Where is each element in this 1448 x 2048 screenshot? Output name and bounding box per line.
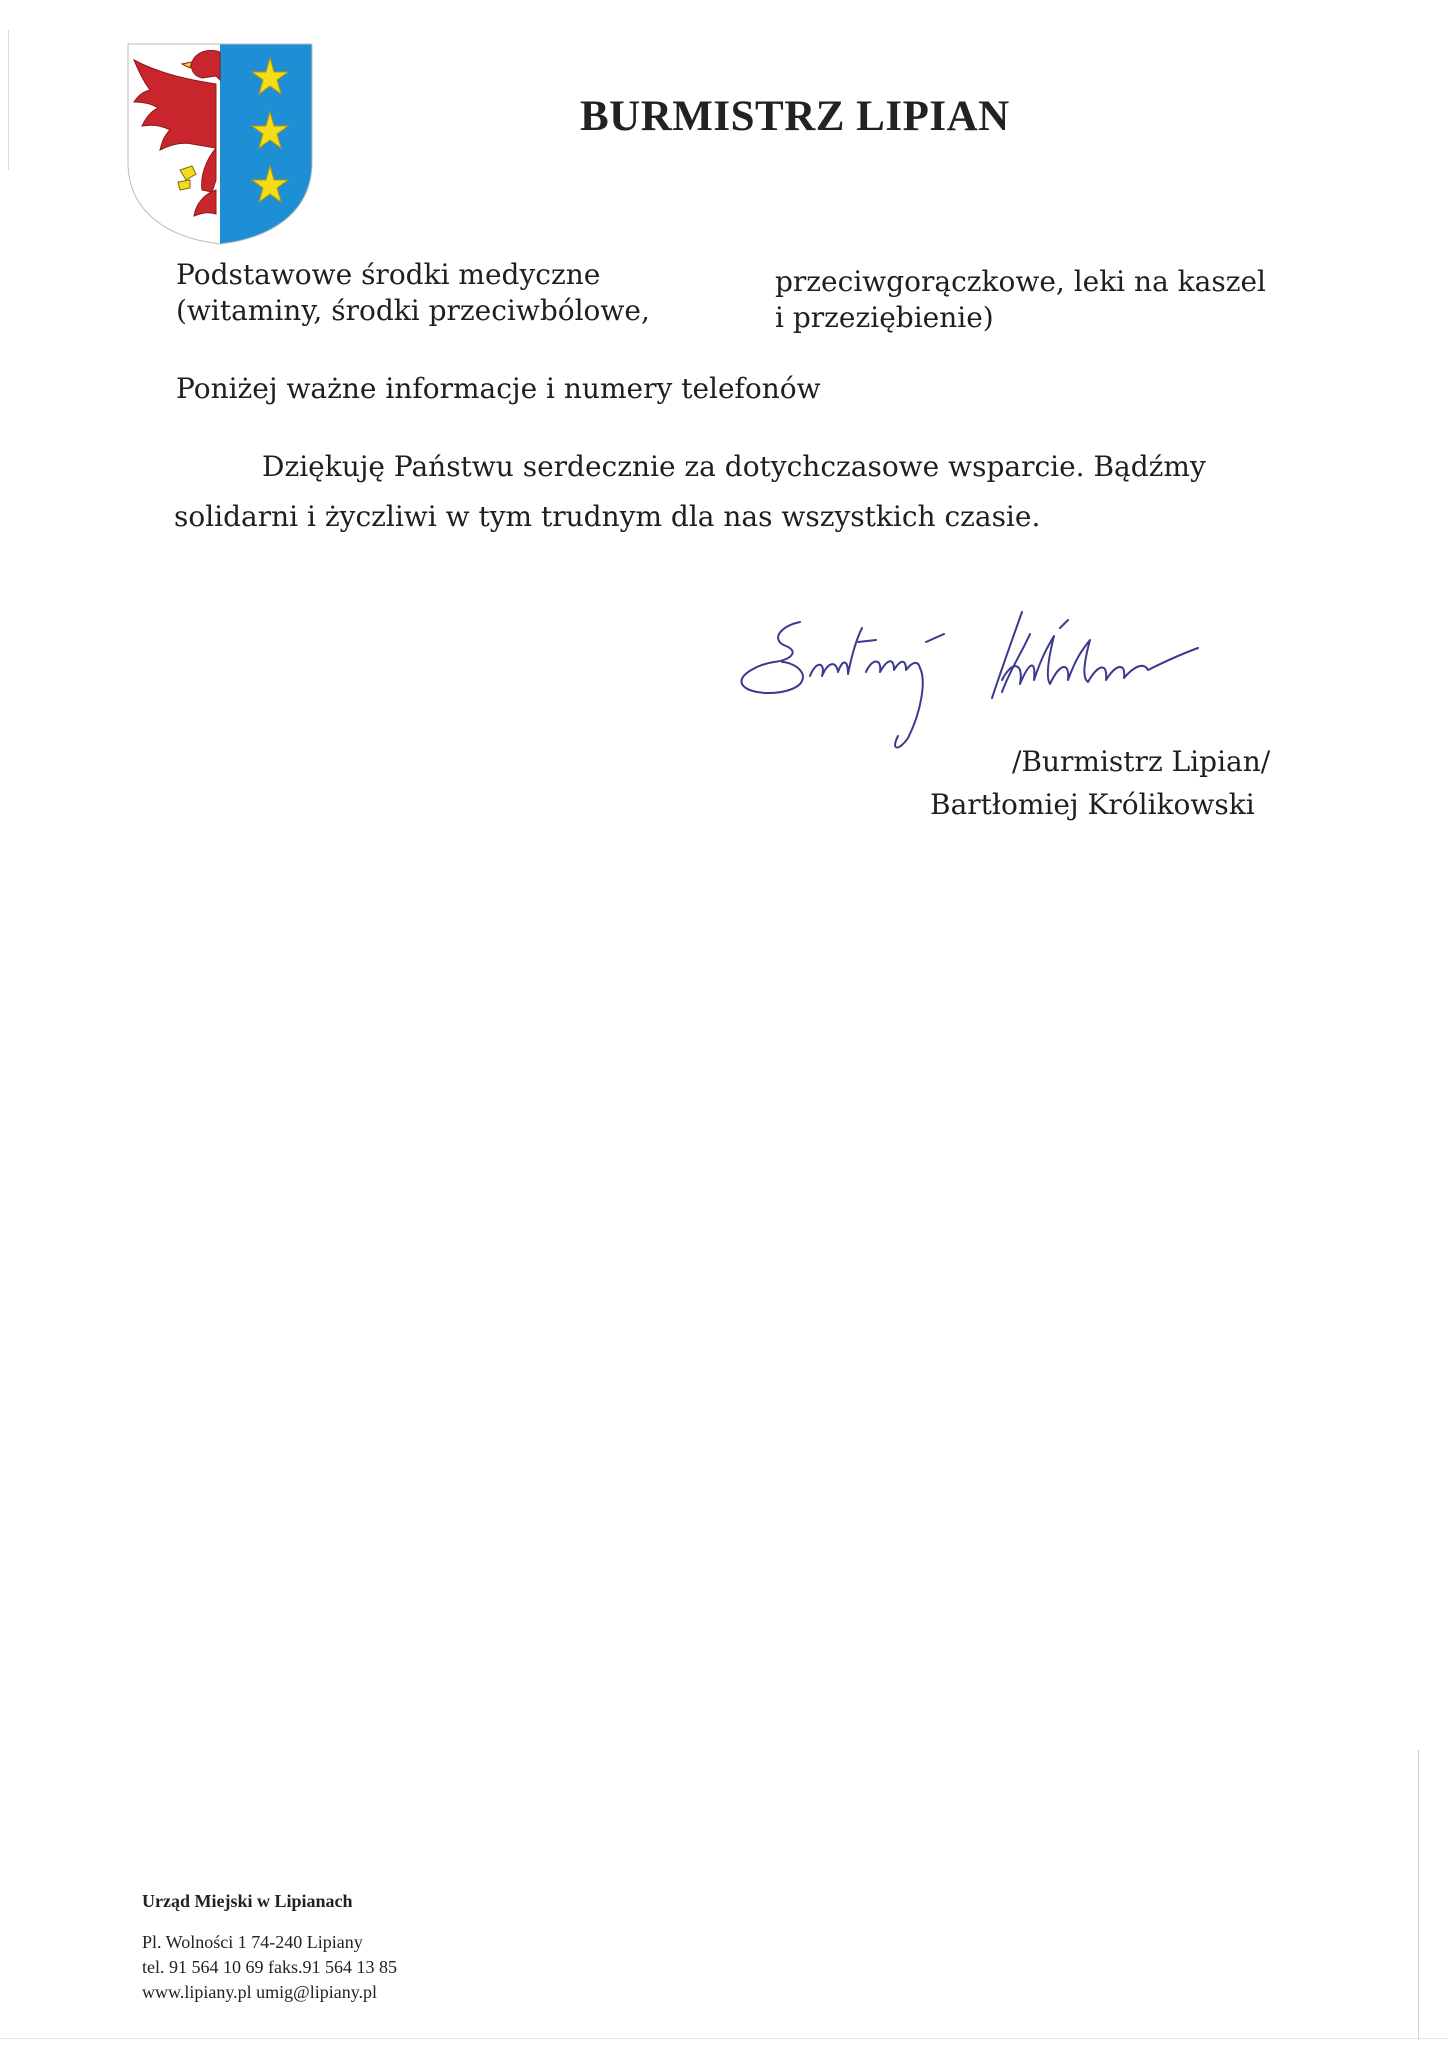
thanks-line-1: Dziękuję Państwu serdecznie za dotychczasowe wsparcie. Bądźmy: [262, 450, 1206, 483]
scan-edge: [1418, 1750, 1419, 2040]
body-left-line-1: Podstawowe środki medyczne: [176, 258, 601, 291]
body-left-line-2: (witaminy, środki przeciwbólowe,: [176, 294, 650, 327]
scan-edge: [0, 2038, 1448, 2039]
coat-of-arms-icon: [120, 40, 320, 248]
scan-edge: [8, 30, 9, 170]
footer-office-name: Urząd Miejski w Lipianach: [142, 1891, 353, 1911]
signatory-name: Bartłomiej Królikowski: [930, 788, 1255, 821]
document-title: BURMISTRZ LIPIAN: [580, 93, 1010, 140]
info-line: Poniżej ważne informacje i numery telefonów: [176, 372, 821, 405]
signatory-role: /Burmistrz Lipian/: [1012, 745, 1271, 778]
footer-web: www.lipiany.pl umig@lipiany.pl: [142, 1982, 378, 2002]
handwritten-signature: [730, 600, 1370, 760]
body-right-line-2: i przeziębienie): [775, 301, 994, 334]
thanks-line-2: solidarni i życzliwi w tym trudnym dla nas wszystkich czasie.: [174, 500, 1041, 533]
footer-phone: tel. 91 564 10 69 faks.91 564 13 85: [142, 1957, 397, 1977]
body-right-line-1: przeciwgorączkowe, leki na kaszel: [775, 265, 1266, 298]
footer-address: Pl. Wolności 1 74-240 Lipiany: [142, 1932, 363, 1952]
